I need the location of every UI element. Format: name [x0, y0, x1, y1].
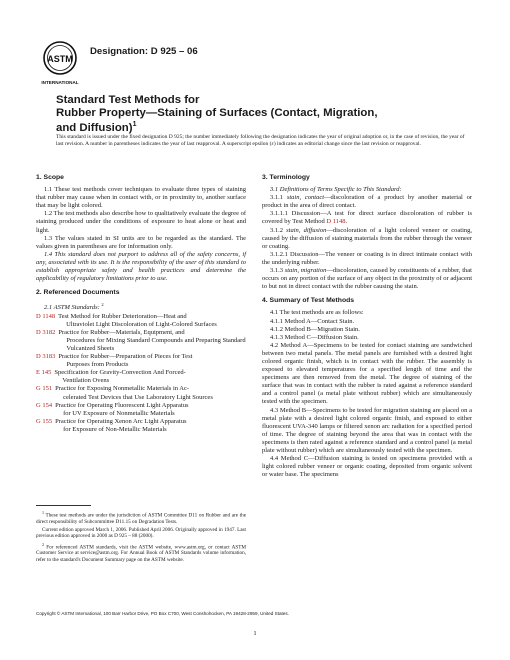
para-3-1: 3.1 Definitions of Terms Specific to This Standard: [270, 186, 402, 194]
footnotes: $^1$ These test methods are under the jurisdiction of ASTM Committee D11 on Rubber and are the direct responsibility of Subcommittee D11.15 on Degradation Tests. Current edition approved March 1, 2006. Published April 2006. Originally approved in 1947. Last previous edition approved in 2000 as D 925 – 88 (2000). $^2$ For referenced ASTM standards, visit the ASTM website, www.astm.org, or contact ASTM Customer Service at service@astm.org. For Annual Book of ASTM Standards volume information, refer to the standard's Document Summary page on the ASTM website. [36, 505, 246, 565]
reference-code-link[interactable]: G 155 [36, 417, 53, 425]
reference-code-link[interactable]: G 151 [36, 385, 53, 393]
para-4-1-2: 4.1.2 Method B—Migration Stain. [270, 325, 360, 333]
title-line-3: and Diffusion) [56, 121, 133, 134]
reference-title-line-1: Practice for Rubber—Preparation of Pieces for Test [58, 353, 193, 361]
para-4-1-1: 4.1.1 Method A—Contact Stain. [270, 317, 355, 325]
footnote-rule [36, 505, 91, 506]
reference-title [54, 369, 246, 385]
refs-footnote-mark: 2 [101, 302, 104, 308]
reference-item [36, 385, 246, 401]
reference-title [55, 402, 246, 418]
logo-text: INTERNATIONAL [41, 80, 79, 85]
copyright-line: Copyright © ASTM International, 100 Barr Harbor Drive, PO Box C700, West Conshohocken, PA 19428-2959, United States. [36, 611, 289, 616]
para-4-4: 4.4 Method C—Diffusion staining is tested on specimens provided with a light colored rubber veneer or organic coating, deposited from organic solvent or water base. The specimens [262, 455, 472, 479]
reference-title-line-2: for Exposure of Non-Metallic Materials [63, 425, 167, 433]
reference-title-line-2: Procedures for Mixing Standard Compounds and Preparing Standard Vulcanized Sheets [66, 336, 246, 352]
para-1-2: 1.2 The test methods also describe how to qualitatively evaluate the degree of staining produced under the conditions of exposure to heat alone or heat and light. [36, 210, 246, 234]
reference-title-line-2: celerated Test Devices that Use Laboratory Light Sources [63, 393, 213, 401]
svg-text:ASTM: ASTM [47, 54, 73, 64]
footnote-2: For referenced ASTM standards, visit the ASTM website, www.astm.org, or contact ASTM Customer Service at service@astm.org. For Annual Book of ASTM Standards volume information, refer to the standard's Document Summary page on the ASTM website. [36, 544, 247, 563]
para-1-4: 1.4 This standard does not purport to address all of the safety concerns, if any, associated with its use. It is the responsibility of the user of this standard to establish appropriate safety and health practices and determine the applicability of regulatory limitations prior to use. [36, 250, 246, 283]
reference-code-link[interactable]: D 3183 [36, 353, 56, 361]
para-3-1-1-1: —A test for direct surface discoloration of rubber is covered by Test Method [262, 210, 473, 226]
reference-title-line-2: Purposes from Products [66, 361, 129, 369]
reference-code-link[interactable]: D 1148 [36, 312, 56, 320]
para-4-2: 4.2 Method A—Specimens to be tested for contact staining are sandwiched between two metal panels. The metal panels are furnished with a desired light colored organic finish, which is in contact with the rubber. The assembly is exposed to elevated temperatures for a specified length of time and the specimens are then removed from the metal. The degree of staining of the surface that was in contact with the rubber is rated against a reference standard and a control panel (a metal plate without rubber) which are simultaneously tested with the specimen. [262, 341, 472, 406]
reference-title [58, 353, 246, 369]
reference-code-link[interactable]: E 145 [36, 369, 52, 377]
reference-title-line-2: for UV Exposure of Nonmetallic Materials [63, 409, 175, 417]
terminology-heading: 3. Terminology [262, 174, 310, 181]
astm-logo [40, 40, 80, 88]
summary-heading: 4. Summary of Test Methods [262, 297, 355, 305]
title-footnote-mark: 1 [132, 121, 137, 129]
reference-item [36, 369, 246, 385]
footnote-1b: Current edition approved March 1, 2006. Published April 2006. Originally approved in 1947. Last previous edition approved in 2000 as D 925 – 88 (2000). [36, 527, 246, 540]
term-diffusion: stain, diffusion [286, 226, 327, 234]
reference-item [36, 313, 246, 329]
reference-title-line-1: Practice for Operating Xenon Arc Light Apparatus [55, 417, 187, 425]
para-1-1: 1.1 These test methods cover techniques to evaluate three types of staining that rubber may cause when in contact with, or in proximity to, another surface that may be light colored. [36, 186, 246, 210]
right-column: 3. Terminology 3.1 Definitions of Terms Specific to This Standard: 3.1.1 stain, contact—discoloration of a product by another material or product in the area of direct contact. 3.1.1.1 Discussion—A test for direct surface discoloration of rubber is covered by Test Method D 1148. 3.1.2 stain, diffusion—discoloration of a light colored veneer or coating, caused by the diffusion of staining materials from the rubber through the veneer or coating. 3.1.2.1 Discussion—The veneer or coating is in direct intimate contact with the underlying rubber. 3.1.3 stain, migration—discoloration, caused by constituents of a rubber, that occurs on any portion of the surface of any object in the proximity of or adjacent to but not in direct contact with the rubber causing the stain. 4. Summary of Test Methods 4.1 The test methods are as follows: 4.1.1 Method A—Contact Stain. 4.1.2 Method B—Migration Stain. 4.1.3 Method C—Diffusion Stain. 4.2 Method A—Specimens to be tested for contact staining are sandwiched between two metal panels. The metal panels are furnished with a desired light colored organic finish, which is in contact with the rubber. The assembly is exposed to elevated temperatures for a specified length of time and the specimens are then removed from the metal. The degree of staining of the surface that was in contact with the rubber is rated against a reference standard and a control panel (a metal plate without rubber) which are simultaneously tested with the specimen. 4.3 Method B—Specimens to be tested for migration staining are placed on a metal plate with a desired light colored organic finish, and exposed to either fluorescent UVA-340 lamps or filtered xenon arc radiation for a specified period of time. The degree of staining beyond the area that was in contact with the specimens is then rated against a reference standard and a control panel (a metal plate without rubber) which are simultaneously tested with the specimen. 4.4 Method C—Diffusion staining is tested on specimens provided with a light colored rubber veneer or organic coating, deposited from organic solvent or water base. The specimens [262, 174, 473, 479]
para-1-3: 1.3 The values stated in SI units are to be regarded as the standard. The values given in parentheses are for information only. [36, 234, 246, 250]
para-3-1-2-1: —The veneer or coating is in direct intimate contact with the underlying rubber. [262, 250, 472, 266]
reference-code-link[interactable]: D 3182 [36, 328, 56, 336]
para-4-1: 4.1 The test methods are as follows: [270, 309, 364, 317]
reference-title-line-2: Ultraviolet Light Discoloration of Light-Colored Surfaces [66, 320, 217, 328]
reference-title [55, 385, 246, 401]
document-title [56, 94, 476, 135]
page-number: 1 [253, 630, 257, 637]
reference-item [36, 418, 246, 434]
reference-item [36, 353, 246, 369]
term-contact: stain, contact [286, 194, 325, 202]
discussion-3-1-2-1: 3.1.2.1 Discussion [270, 250, 319, 258]
reference-list [36, 313, 246, 434]
para-4-3: 4.3 Method B—Specimens to be tested for migration staining are placed on a metal plate with a desired light colored organic finish, and exposed to either fluorescent UVA-340 lamps or filtered xenon arc radiation for a specified period of time. The degree of staining beyond the area that was in contact with the specimens is then rated against a reference standard and a control panel (a metal plate without rubber) which are simultaneously tested with the specimen. [262, 406, 472, 454]
reference-title-line-1: Test Method for Rubber Deterioration—Heat and [58, 312, 187, 320]
designation: Designation: D 925 – 06 [90, 46, 198, 57]
para-3-1-2: —discoloration of a light colored veneer or coating, caused by the diffusion of staining materials from the rubber through the veneer or coating. [262, 226, 472, 250]
para-3-1-3: —discoloration, caused by constituents of a rubber, that occurs on any portion of the surface of any object in the proximity of or adjacent to but not in direct contact with the rubber causing the stain. [262, 267, 472, 291]
ref-link-d1148[interactable]: D 1148 [326, 218, 346, 226]
reference-code-link[interactable]: G 154 [36, 401, 53, 409]
para-3-1-1: —discoloration of a product by another material or product in the area of direct contact. [262, 194, 472, 210]
issued-note: This standard is issued under the fixed designation D 925; the number immediately following the designation indicates the year of original adoption or, in the case of revision, the year of last revision. A number in parentheses indicates the year of last reapproval. A superscript epsilon (ε) indicates an editorial change since the last revision or reapproval. [56, 134, 465, 147]
title-line-1: Standard Test Methods for [56, 94, 200, 106]
term-migration: stain, migration [284, 267, 327, 275]
scope-heading: 1. Scope [36, 174, 64, 181]
reference-title [58, 329, 246, 353]
left-column [36, 174, 246, 434]
reference-title-line-1: Specification for Gravity-Convection And Forced- [54, 369, 186, 377]
reference-title-line-1: Practice for Exposing Nonmetallic Materials in Ac- [55, 385, 190, 393]
refs-heading: 2. Referenced Documents [36, 289, 120, 297]
astm-standards-label: 2.1 ASTM Standards: [44, 304, 100, 312]
reference-title-line-1: Practice for Rubber—Materials, Equipment, and [58, 328, 185, 336]
footnote-1: These test methods are under the jurisdiction of ASTM Committee D11 on Rubber and are the direct responsibility of Subcommittee D11.15 on Degradation Tests. [36, 512, 247, 525]
reference-title [58, 313, 246, 329]
reference-title-line-2: Ventilation Ovens [62, 377, 110, 385]
reference-title-line-1: Practice for Operating Fluorescent Light Apparatus [55, 401, 189, 409]
title-line-2: Rubber Property—Staining of Surfaces (Contact, Migration, [56, 106, 378, 119]
reference-title [55, 418, 246, 434]
reference-item [36, 402, 246, 418]
para-4-1-3: 4.1.3 Method C—Diffusion Stain. [270, 333, 359, 341]
reference-item [36, 329, 246, 353]
discussion-3-1-1-1: 3.1.1.1 Discussion [270, 210, 321, 218]
